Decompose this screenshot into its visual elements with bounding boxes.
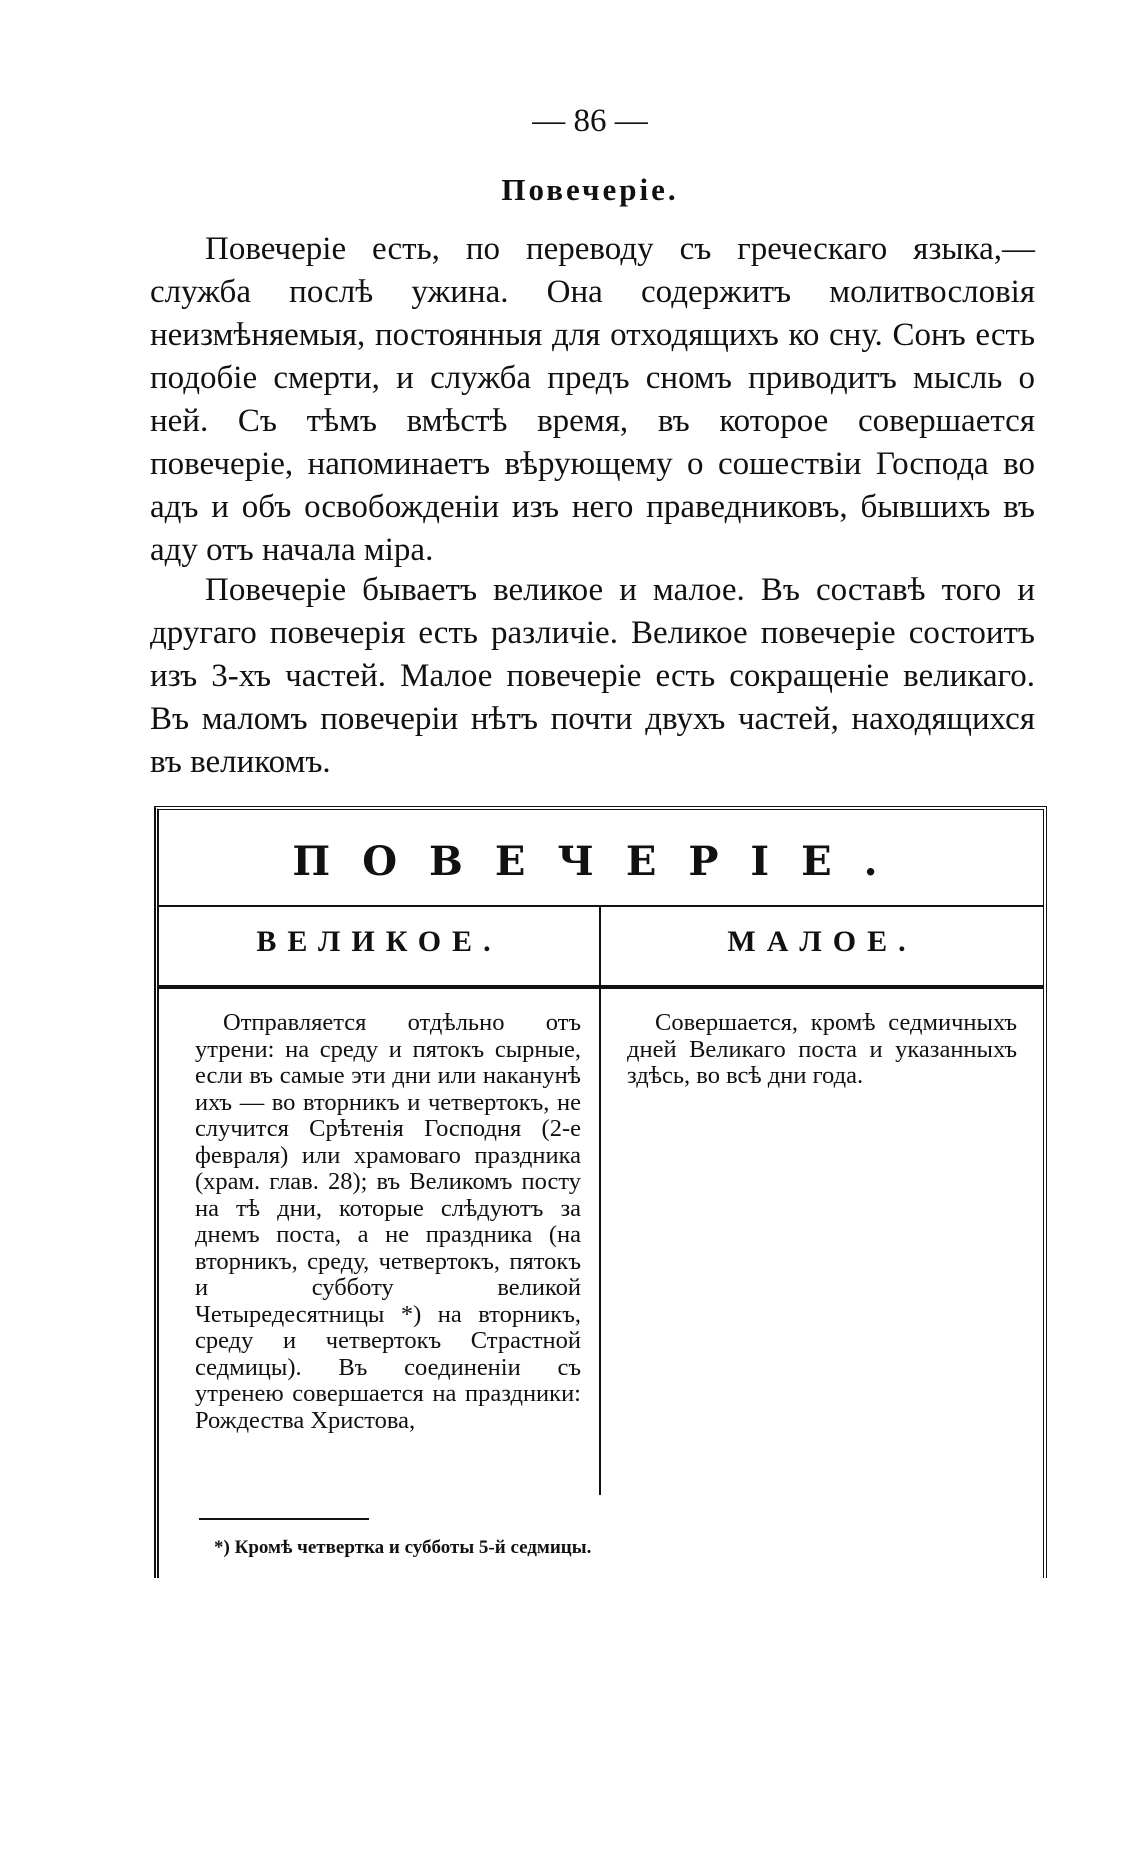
table-divider — [159, 985, 1043, 989]
column-header-great: ВЕЛИКОЕ. — [256, 925, 502, 958]
table-divider — [159, 905, 1043, 907]
paragraph: Повечеріе есть, по переводу съ греческаго языка,— служба послѣ ужина. Она содержитъ молитвословія неизмѣняемыя, постоянныя для отходящихъ ко сну. Сонъ есть подобіе смерти, и служба предъ сномъ приводитъ мысль о ней. Съ тѣмъ вмѣстѣ время, въ которое совершается повечеріе, напоминаетъ вѣрующему о сошествіи Господа во адъ и объ освобожденіи изъ него праведниковъ, бывшихъ въ аду отъ начала міра. — [150, 231, 1035, 568]
page-number: — 86 — — [532, 103, 648, 139]
comparison-table — [154, 806, 1047, 1578]
column-header-small: МАЛОЕ. — [727, 925, 917, 958]
section-heading: Повечеріе. — [501, 172, 679, 207]
table-cell-small: Совершается, кромѣ седмичныхъ дней Великаго поста и указанныхъ здѣсь, во всѣ дни года. — [627, 1009, 1017, 1089]
table-cell-great: Отправляется отдѣльно отъ утрени: на среду и пятокъ сырные, если въ самые эти дни или наканунѣ ихъ — во вторникъ и четвертокъ, не случится Срѣтенія Господня (2-е февраля) или храмоваго праздника (храм. глав. 28); въ Великомъ посту на тѣ дни, которые слѣдуютъ за днемъ поста, а не праздника (на вторникъ, среду, четвертокъ, пятокъ и субботу великой Четыредесятницы *) на вторникъ, среду и четвертокъ Страстной седмицы). Въ соединеніи съ утренею совершается на праздники: Рождества Христова, — [195, 1009, 581, 1434]
footnote: *) Кромѣ четвертка и субботы 5-й седмицы. — [214, 1537, 592, 1558]
column-divider — [599, 905, 601, 1495]
footnote-rule — [199, 1518, 369, 1520]
table-title: ПОВЕЧЕРІЕ. — [292, 838, 910, 885]
paragraph: Повечеріе бываетъ великое и малое. Въ составѣ того и другаго повечерія есть различіе. Великое повечеріе состоитъ изъ 3-хъ частей. Малое повечеріе есть сокращеніе великаго. Въ маломъ повечеріи нѣтъ почти двухъ частей, находящихся въ великомъ. — [150, 572, 1035, 780]
